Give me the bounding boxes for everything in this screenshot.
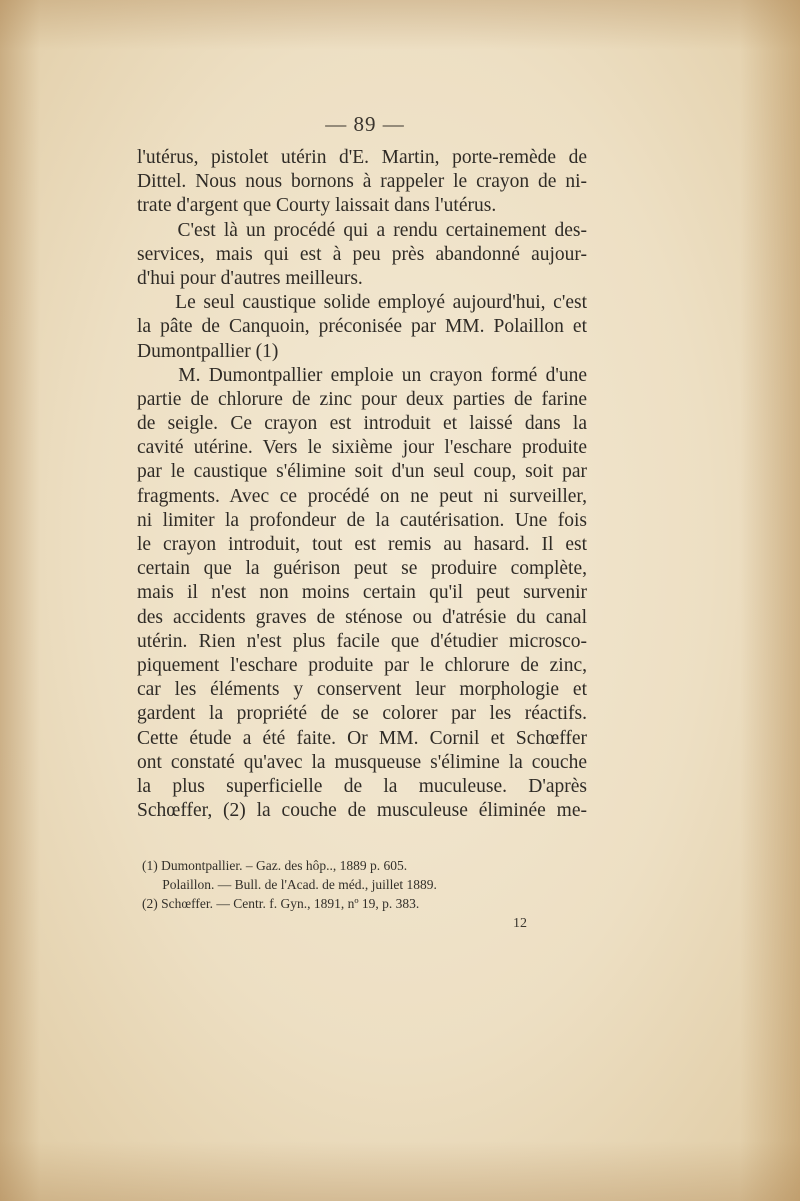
text-line: la pâte de Canquoin, préconisée par MM. Polaillon et — [137, 316, 587, 338]
text-line: l'utérus, pistolet utérin d'E. Martin, porte-remède de — [137, 147, 587, 168]
footnote: Polaillon. — Bull. de l'Acad. de méd., juillet 1889. — [142, 877, 437, 892]
text-line: gardent la propriété de se colorer par les réactifs. — [137, 703, 587, 725]
page-edge-shadow-right — [740, 0, 800, 1201]
text-line: services, mais qui est à peu près abandonné aujour- — [137, 243, 587, 265]
text-line: cavité utérine. Vers le sixième jour l'eschare produite — [137, 437, 587, 459]
text-line: de seigle. Ce crayon est introduit et laissé dans la — [137, 413, 587, 435]
body-text — [137, 146, 587, 823]
text-line: Le seul caustique solide employé aujourd'hui, c'est — [137, 292, 587, 314]
text-line: ont constaté qu'avec la musqueuse s'élimine la couche — [137, 751, 587, 773]
text-line: des accidents graves de sténose ou d'atrésie du canal — [137, 606, 587, 628]
text-line: Dumontpallier (1) — [137, 340, 279, 362]
page-edge-shadow-top — [0, 0, 800, 50]
text-line: fragments. Avec ce procédé on ne peut ni surveiller, — [137, 485, 587, 507]
page-edge-shadow-bottom — [0, 1141, 800, 1201]
text-line: mais il n'est non moins certain qu'il peut survenir — [137, 582, 587, 604]
text-line: Schœffer, (2) la couche de musculeuse éliminée me- — [137, 800, 587, 822]
text-line: Dittel. Nous nous bornons à rappeler le crayon de ni- — [137, 171, 587, 193]
text-line: Cette étude a été faite. Or MM. Cornil et Schœffer — [137, 727, 587, 749]
page-edge-shadow-left — [0, 0, 40, 1201]
text-line: piquement l'eschare produite par le chlorure de zinc, — [137, 654, 587, 676]
text-line: d'hui pour d'autres meilleurs. — [137, 267, 363, 289]
text-line: par le caustique s'élimine soit d'un seul coup, soit par — [137, 461, 587, 483]
page-number: — 89 — — [325, 112, 405, 136]
footnote: (1) Dumontpallier. – Gaz. des hôp.., 1889 p. 605. — [142, 858, 408, 873]
text-line: partie de chlorure de zinc pour deux parties de farine — [137, 388, 587, 410]
footnotes — [142, 856, 592, 913]
text-line: trate d'argent que Courty laissait dans l'utérus. — [137, 195, 497, 217]
text-line: M. Dumontpallier emploie un crayon formé d'une — [137, 364, 587, 386]
text-line: le crayon introduit, tout est remis au hasard. Il est — [137, 534, 587, 555]
footnote: (2) Schœffer. — Centr. f. Gyn., 1891, nº 19, p. 383. — [142, 896, 420, 911]
text-line: certain que la guérison peut se produire complète, — [137, 558, 587, 580]
text-line: la plus superficielle de la muculeuse. D'après — [137, 775, 587, 797]
text-line: utérin. Rien n'est plus facile que d'étudier microsco- — [137, 630, 587, 652]
text-line: ni limiter la profondeur de la cautérisation. Une fois — [137, 509, 587, 531]
text-line: car les éléments y conservent leur morphologie et — [137, 679, 587, 701]
text-line: C'est là un procédé qui a rendu certainement des- — [137, 219, 587, 241]
printer-signature-mark: 12 — [513, 916, 527, 931]
